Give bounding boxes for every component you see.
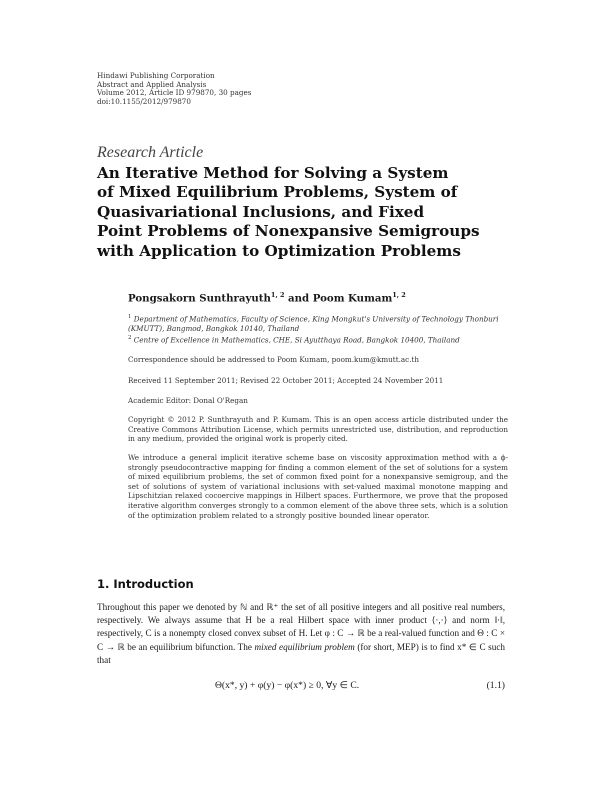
equation-number: (1.1) [486, 680, 505, 691]
title-line: An Iterative Method for Solving a System [97, 164, 449, 182]
doi: doi:10.1155/2012/979870 [97, 96, 191, 106]
equation [97, 680, 505, 696]
title-line: with Application to Optimization Problems [97, 241, 461, 260]
emphasized-term: mixed equilibrium problem [254, 641, 355, 652]
author-connector: and [288, 292, 310, 305]
author-affil-marker: 1, 2 [270, 291, 285, 299]
affiliation-text: Centre of Excellence in Mathematics, CHE, Si Ayutthaya Road, Bangkok 10400, Thailand [133, 335, 460, 345]
received-dates: Received 11 September 2011; Revised 22 October 2011; Accepted 24 November 2011 [128, 376, 444, 385]
volume-info: Volume 2012, Article ID 979870, 30 pages [97, 88, 252, 98]
intro-paragraph [97, 601, 505, 667]
correspondence: Correspondence should be addressed to Poom Kumam, poom.kum@kmutt.ac.th [128, 355, 419, 364]
author-affil-marker: 1, 2 [392, 291, 406, 299]
article-type: Research Article [97, 144, 204, 161]
title-line: Point Problems of Nonexpansive Semigroups [97, 222, 480, 241]
section-heading: 1. Introduction [97, 577, 194, 591]
affiliation-number: 2 [128, 335, 132, 341]
journal-header [97, 72, 251, 106]
academic-editor: Academic Editor: Donal O'Regan [128, 396, 248, 405]
journal-name: Abstract and Applied Analysis [97, 79, 207, 89]
title-line: Quasivariational Inclusions, and Fixed [97, 202, 425, 221]
paragraph-text: (for short, MEP) is to find x* ∈ C such that [97, 641, 506, 665]
affiliation [128, 334, 508, 345]
copyright-notice: Copyright © 2012 P. Sunthrayuth and P. Kumam. This is an open access article distributed under the Creative Commons Attribution License, which permits unrestricted use, distribution, and reproduction in any medium, provided the original work is properly cited. [128, 415, 508, 444]
paper-title [97, 164, 497, 261]
paragraph-text: Throughout this paper we denoted by ℕ and ℝ⁺ the set of all positive integers and all positive real numbers, respectively. We always assume that H be a real Hilbert space with inner product ⟨·,·⟩ and norm ‖·‖, respectively, C is a nonempty closed convex subset of H. Let φ : C → ℝ be a real-valued function and Θ : C × C → ℝ be an equilibrium bifunction. The [97, 602, 505, 652]
author-name: Pongsakorn Sunthrayuth [128, 292, 271, 305]
title-line: of Mixed Equilibrium Problems, System of [97, 183, 458, 202]
equation-formula: Θ(x*, y) + φ(y) − φ(x*) ≥ 0, ∀y ∈ C. [215, 680, 360, 691]
abstract: We introduce a general implicit iterative scheme base on viscosity approximation method with a ϕ-strongly pseudocontractive mapping for finding a common element of the set of solutions for a system of mixed equilibrium problems, the set of common fixed point for a nonexpansive semigroup, and the set of solutions of system of variational inclusions with set-valued maximal monotone mapping and Lipschitzian relaxed cocoercive mappings in Hilbert spaces. Furthermore, we prove that the proposed iterative algorithm converges strongly to a common element of the above three sets, which is a solution of the optimization problem related to a strongly positive bounded linear operator. [128, 453, 508, 520]
affiliation-number: 1 [128, 314, 132, 320]
affiliation [128, 313, 508, 334]
affiliation-text: Department of Mathematics, Faculty of Science, King Mongkut's University of Technology Thonburi (KMUTT), Bangmod, Bangkok 10140, Thailand [128, 314, 499, 333]
author-name: Poom Kumam [312, 292, 393, 305]
publisher: Hindawi Publishing Corporation [97, 71, 215, 80]
author-list [128, 291, 406, 304]
